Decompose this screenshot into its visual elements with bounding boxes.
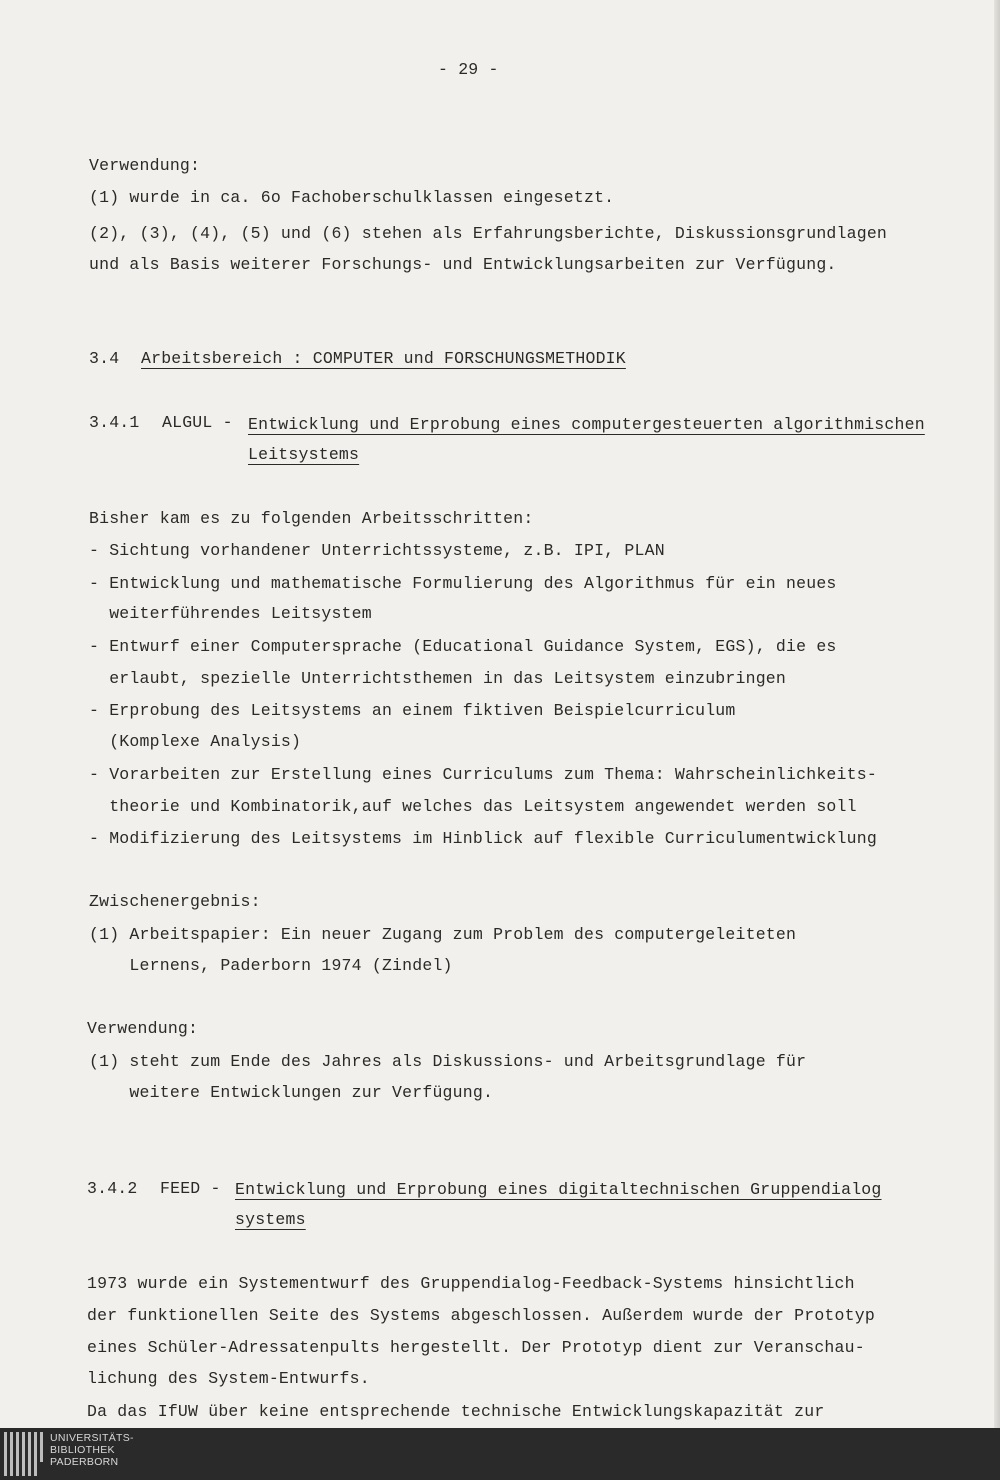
zwischenergebnis-label: Zwischenergebnis:	[89, 892, 261, 911]
list-item: - Sichtung vorhandener Unterrichtssysteme, z.B. IPI, PLAN	[89, 541, 665, 560]
list-item: theorie und Kombinatorik,auf welches das Leitsystem angewendet werden soll	[89, 797, 857, 816]
subsection-title: Entwicklung und Erprobung eines digitaltechnischen Gruppendialog	[235, 1180, 882, 1199]
verwendung-item: (1) wurde in ca. 6o Fachoberschulklassen eingesetzt.	[89, 188, 615, 207]
subsection-number: 3.4.1	[89, 413, 140, 432]
body-line: Da das IfUW über keine entsprechende technische Entwicklungskapazität zur	[87, 1402, 825, 1421]
subsection-title-cont: Leitsystems	[248, 445, 360, 464]
list-item: - Vorarbeiten zur Erstellung eines Curriculums zum Thema: Wahrscheinlichkeits-	[89, 765, 877, 784]
body-line: eines Schüler-Adressatenpults hergestellt. Der Prototyp dient zur Veranschau-	[87, 1338, 865, 1357]
library-logo-text	[50, 1432, 134, 1468]
verwendung-label: Verwendung:	[89, 156, 201, 175]
section-title: Arbeitsbereich : COMPUTER und FORSCHUNGSMETHODIK	[141, 349, 626, 368]
logo-line: PADERBORN	[50, 1456, 119, 1468]
list-item: - Modifizierung des Leitsystems im Hinblick auf flexible Curriculumentwicklung	[89, 829, 877, 848]
logo-line: BIBLIOTHEK	[50, 1444, 115, 1456]
logo-line: UNIVERSITÄTS-	[50, 1432, 134, 1444]
verwendung-item: weitere Entwicklungen zur Verfügung.	[89, 1083, 494, 1102]
list-item: - Entwicklung und mathematische Formulierung des Algorithmus für ein neues	[89, 574, 837, 593]
list-item: - Entwurf einer Computersprache (Educational Guidance System, EGS), die es	[89, 637, 837, 656]
list-item: (Komplexe Analysis)	[89, 732, 302, 751]
subsection-number: 3.4.2	[87, 1179, 138, 1198]
list-item: - Erprobung des Leitsystems an einem fiktiven Beispielcurriculum	[89, 701, 736, 720]
page-number: - 29 -	[438, 60, 499, 79]
library-footer	[0, 1428, 1000, 1480]
body-line: 1973 wurde ein Systementwurf des Gruppendialog-Feedback-Systems hinsichtlich	[87, 1274, 855, 1293]
body-line: lichung des System-Entwurfs.	[87, 1369, 370, 1388]
body-line: der funktionellen Seite des Systems abgeschlossen. Außerdem wurde der Prototyp	[87, 1306, 875, 1325]
subsection-title-cont: systems	[235, 1210, 306, 1229]
zwischenergebnis-item: (1) Arbeitspapier: Ein neuer Zugang zum Problem des computergeleiteten	[89, 925, 797, 944]
subsection-acronym: FEED -	[160, 1179, 221, 1198]
subsection-acronym: ALGUL -	[162, 413, 233, 432]
library-logo-icon	[4, 1432, 44, 1476]
list-item: weiterführendes Leitsystem	[89, 604, 372, 623]
verwendung-item: (2), (3), (4), (5) und (6) stehen als Erfahrungsberichte, Diskussionsgrundlagen	[89, 224, 888, 243]
page-edge	[994, 0, 1000, 1428]
subsection-title: Entwicklung und Erprobung eines computergesteuerten algorithmischen	[248, 415, 925, 434]
verwendung-item: (1) steht zum Ende des Jahres als Diskussions- und Arbeitsgrundlage für	[89, 1052, 807, 1071]
verwendung-item: und als Basis weiterer Forschungs- und Entwicklungsarbeiten zur Verfügung.	[89, 255, 837, 274]
zwischenergebnis-item: Lernens, Paderborn 1974 (Zindel)	[89, 956, 453, 975]
section-number: 3.4	[89, 349, 120, 368]
list-item: erlaubt, spezielle Unterrichtsthemen in das Leitsystem einzubringen	[89, 669, 787, 688]
verwendung-label: Verwendung:	[87, 1019, 199, 1038]
paragraph-intro: Bisher kam es zu folgenden Arbeitsschritten:	[89, 509, 534, 528]
